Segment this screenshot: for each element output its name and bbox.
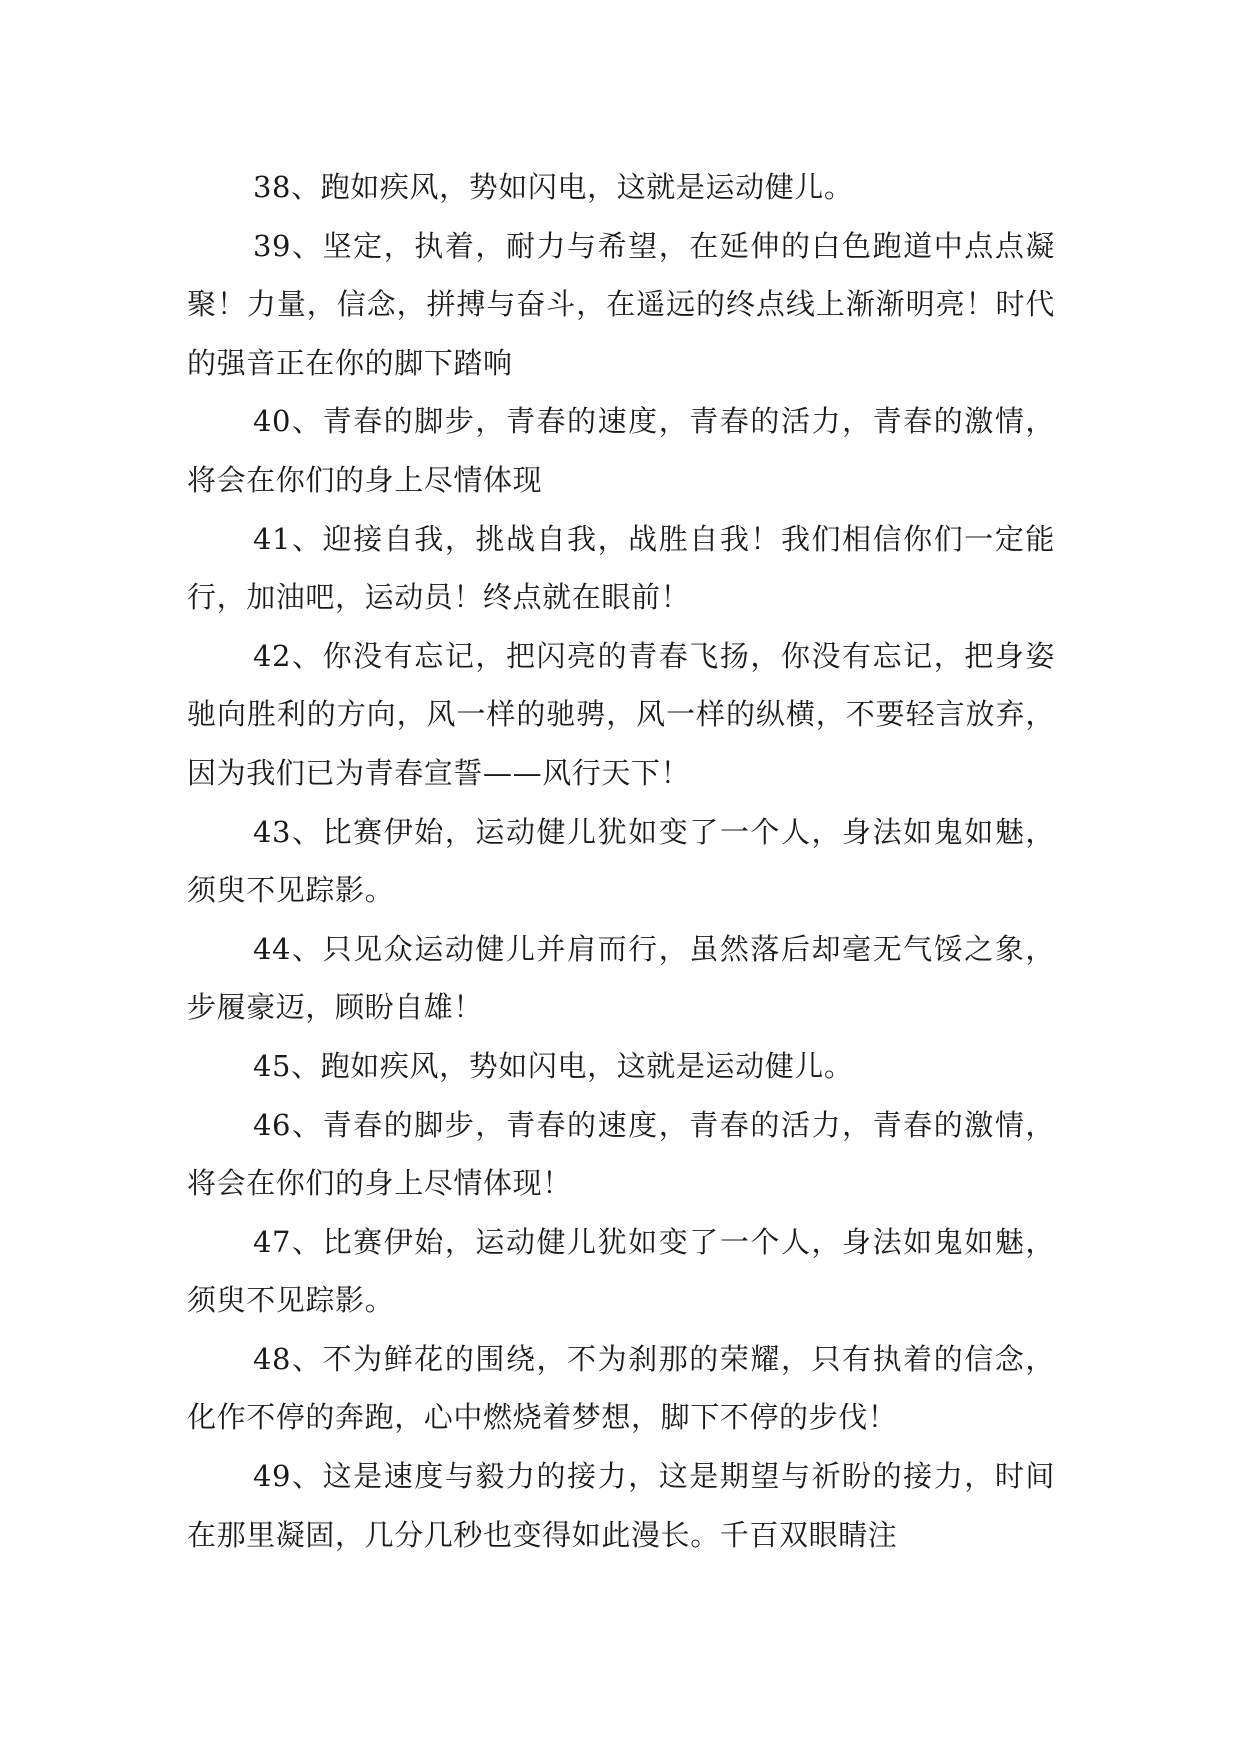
paragraph-39: 39、坚定，执着，耐力与希望，在延伸的白色跑道中点点凝聚！力量，信念，拼搏与奋斗，在遥远的终点线上渐渐明亮！时代的强音正在你的脚下踏响 (187, 228, 1055, 380)
paragraph-48: 48、不为鲜花的围绕，不为刹那的荣耀，只有执着的信念，化作不停的奔跑，心中燃烧着梦想，脚下不停的步伐！ (187, 1341, 1055, 1435)
paragraph-41: 41、迎接自我，挑战自我，战胜自我！我们相信你们一定能行，加油吧，运动员！终点就在眼前！ (187, 521, 1055, 615)
paragraph-38: 38、跑如疾风，势如闪电，这就是运动健儿。 (253, 170, 854, 204)
paragraph-47: 47、比赛伊始，运动健儿犹如变了一个人，身法如鬼如魅，须臾不见踪影。 (187, 1224, 1055, 1318)
paragraph-44: 44、只见众运动健儿并肩而行，虽然落后却毫无气馁之象，步履豪迈，顾盼自雄！ (187, 931, 1055, 1025)
paragraph-42: 42、你没有忘记，把闪亮的青春飞扬，你没有忘记，把身姿驰向胜利的方向，风一样的驰骋，风一样的纵横，不要轻言放弃，因为我们已为青春宣誓——风行天下！ (187, 638, 1055, 790)
paragraph-45: 45、跑如疾风，势如闪电，这就是运动健儿。 (253, 1048, 854, 1083)
paragraph-40: 40、青春的脚步，青春的速度，青春的活力，青春的激情，将会在你们的身上尽情体现 (187, 404, 1055, 497)
paragraph-49: 49、这是速度与毅力的接力，这是期望与祈盼的接力，时间在那里凝固，几分几秒也变得如此漫长。千百双眼睛注 (187, 1459, 1055, 1552)
paragraph-43: 43、比赛伊始，运动健儿犹如变了一个人，身法如鬼如魅，须臾不见踪影。 (187, 814, 1055, 908)
document-body (187, 158, 1055, 1564)
paragraph-46: 46、青春的脚步，青春的速度，青春的活力，青春的激情，将会在你们的身上尽情体现！ (187, 1107, 1055, 1201)
